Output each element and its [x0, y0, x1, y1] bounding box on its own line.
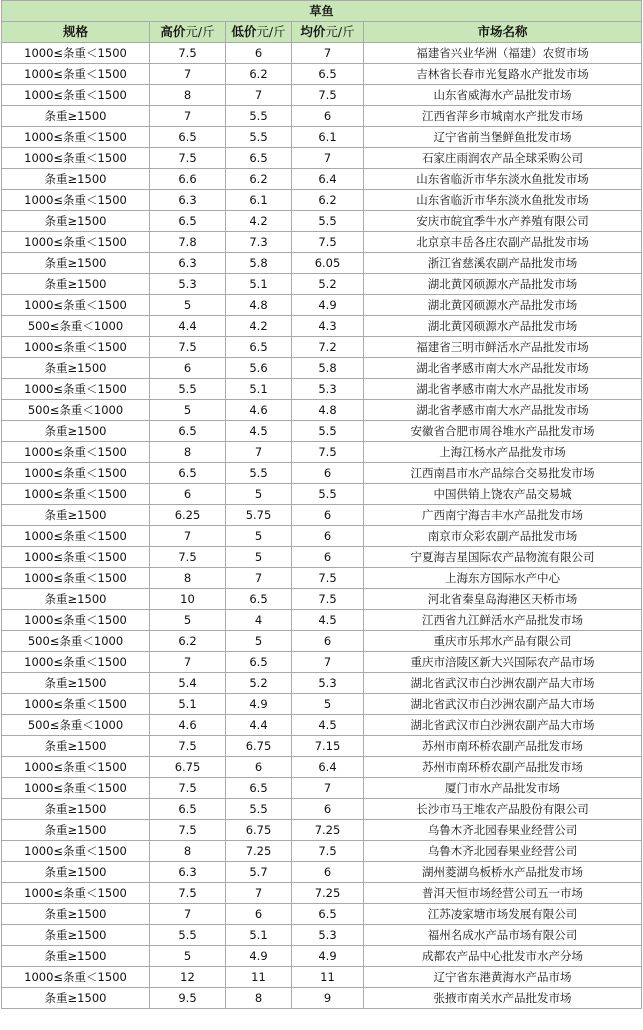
cell-low-price: 4.4 — [226, 715, 292, 736]
cell-spec: 1000≤条重＜1500 — [2, 442, 150, 463]
cell-market: 吉林省长春市光复路水产批发市场 — [364, 64, 642, 85]
table-row — [2, 841, 642, 862]
cell-low-price: 8 — [226, 988, 292, 1009]
cell-spec: 1000≤条重＜1500 — [2, 883, 150, 904]
cell-spec: 1000≤条重＜1500 — [2, 127, 150, 148]
cell-market: 南京市众彩农副产品批发市场 — [364, 526, 642, 547]
cell-avg-price: 6 — [292, 631, 364, 652]
cell-high-price: 6.25 — [150, 505, 226, 526]
table-header-row — [2, 22, 642, 43]
cell-high-price: 6.5 — [150, 463, 226, 484]
cell-spec: 条重≥1500 — [2, 505, 150, 526]
table-row — [2, 421, 642, 442]
cell-low-price: 5.75 — [226, 505, 292, 526]
cell-avg-price: 7 — [292, 43, 364, 64]
cell-high-price: 6.3 — [150, 190, 226, 211]
cell-high-price: 5.3 — [150, 274, 226, 295]
cell-avg-price: 4.5 — [292, 715, 364, 736]
cell-market: 北京京丰岳各庄农副产品批发市场 — [364, 232, 642, 253]
cell-low-price: 5.5 — [226, 463, 292, 484]
cell-spec: 1000≤条重＜1500 — [2, 694, 150, 715]
cell-high-price: 6.5 — [150, 799, 226, 820]
cell-market: 厦门市水产品批发市场 — [364, 778, 642, 799]
cell-spec: 条重≥1500 — [2, 946, 150, 967]
cell-spec: 1000≤条重＜1500 — [2, 568, 150, 589]
cell-low-price: 7 — [226, 883, 292, 904]
cell-avg-price: 11 — [292, 967, 364, 988]
cell-market: 中国供销上饶农产品交易城 — [364, 484, 642, 505]
cell-spec: 1000≤条重＜1500 — [2, 295, 150, 316]
table-row — [2, 190, 642, 211]
table-row — [2, 778, 642, 799]
cell-avg-price: 6.5 — [292, 904, 364, 925]
cell-spec: 500≤条重＜1000 — [2, 715, 150, 736]
cell-avg-price: 6.4 — [292, 169, 364, 190]
table-row — [2, 43, 642, 64]
cell-high-price: 7.5 — [150, 547, 226, 568]
cell-avg-price: 6 — [292, 463, 364, 484]
cell-high-price: 7 — [150, 652, 226, 673]
cell-spec: 1000≤条重＜1500 — [2, 64, 150, 85]
cell-avg-price: 6 — [292, 799, 364, 820]
cell-market: 江西南昌市水产品综合交易批发市场 — [364, 463, 642, 484]
header-high-label: 高价 — [160, 24, 186, 39]
table-row — [2, 379, 642, 400]
cell-market: 石家庄雨润农产品全球采购公司 — [364, 148, 642, 169]
cell-spec: 1000≤条重＜1500 — [2, 148, 150, 169]
cell-market: 湖北黄冈硕源水产品批发市场 — [364, 316, 642, 337]
cell-low-price: 5.1 — [226, 274, 292, 295]
cell-high-price: 5.1 — [150, 694, 226, 715]
cell-spec: 条重≥1500 — [2, 673, 150, 694]
cell-spec: 1000≤条重＜1500 — [2, 379, 150, 400]
table-row — [2, 946, 642, 967]
cell-high-price: 4.6 — [150, 715, 226, 736]
cell-avg-price: 7.25 — [292, 820, 364, 841]
cell-avg-price: 5.5 — [292, 211, 364, 232]
cell-high-price: 6.5 — [150, 421, 226, 442]
cell-market: 宁夏海吉星国际农产品物流有限公司 — [364, 547, 642, 568]
cell-low-price: 4 — [226, 610, 292, 631]
table-row — [2, 211, 642, 232]
table-row — [2, 64, 642, 85]
table-row — [2, 106, 642, 127]
cell-market: 山东省临沂市华东淡水鱼批发市场 — [364, 169, 642, 190]
table-row — [2, 694, 642, 715]
cell-avg-price: 6.1 — [292, 127, 364, 148]
cell-high-price: 9.5 — [150, 988, 226, 1009]
cell-spec: 1000≤条重＜1500 — [2, 463, 150, 484]
cell-avg-price: 7.5 — [292, 85, 364, 106]
cell-low-price: 5 — [226, 547, 292, 568]
cell-low-price: 7 — [226, 442, 292, 463]
cell-spec: 条重≥1500 — [2, 421, 150, 442]
cell-low-price: 6 — [226, 43, 292, 64]
cell-high-price: 10 — [150, 589, 226, 610]
table-row — [2, 484, 642, 505]
cell-spec: 条重≥1500 — [2, 925, 150, 946]
table-row — [2, 610, 642, 631]
cell-high-price: 6.2 — [150, 631, 226, 652]
cell-high-price: 6.75 — [150, 757, 226, 778]
table-row — [2, 631, 642, 652]
cell-market: 辽宁省东港黄海水产品市场 — [364, 967, 642, 988]
table-title-row — [2, 1, 642, 22]
cell-low-price: 6.5 — [226, 148, 292, 169]
cell-spec: 1000≤条重＜1500 — [2, 85, 150, 106]
cell-low-price: 6 — [226, 757, 292, 778]
cell-high-price: 5.5 — [150, 925, 226, 946]
table-row — [2, 757, 642, 778]
price-table — [1, 0, 642, 1009]
cell-market: 辽宁省前当堡鲜鱼批发市场 — [364, 127, 642, 148]
cell-low-price: 5 — [226, 526, 292, 547]
table-row — [2, 715, 642, 736]
cell-spec: 1000≤条重＜1500 — [2, 526, 150, 547]
cell-low-price: 7.3 — [226, 232, 292, 253]
cell-high-price: 6.3 — [150, 862, 226, 883]
cell-high-price: 6 — [150, 358, 226, 379]
cell-spec: 条重≥1500 — [2, 799, 150, 820]
cell-low-price: 6.2 — [226, 169, 292, 190]
cell-high-price: 8 — [150, 568, 226, 589]
cell-low-price: 4.6 — [226, 400, 292, 421]
cell-market: 湖州菱湖乌板桥水产品批发市场 — [364, 862, 642, 883]
table-row — [2, 85, 642, 106]
cell-high-price: 8 — [150, 841, 226, 862]
cell-avg-price: 7 — [292, 652, 364, 673]
cell-avg-price: 6 — [292, 547, 364, 568]
cell-spec: 1000≤条重＜1500 — [2, 757, 150, 778]
table-row — [2, 736, 642, 757]
cell-high-price: 5.4 — [150, 673, 226, 694]
cell-market: 乌鲁木齐北园春果业经营公司 — [364, 820, 642, 841]
cell-low-price: 7 — [226, 568, 292, 589]
table-row — [2, 337, 642, 358]
cell-low-price: 6.75 — [226, 820, 292, 841]
cell-avg-price: 6 — [292, 862, 364, 883]
table-row — [2, 505, 642, 526]
header-high-unit: 元/斤 — [185, 24, 215, 39]
cell-avg-price: 7 — [292, 148, 364, 169]
table-row — [2, 232, 642, 253]
table-row — [2, 463, 642, 484]
cell-market: 湖北省孝感市南大水产品批发市场 — [364, 379, 642, 400]
cell-low-price: 4.5 — [226, 421, 292, 442]
table-row — [2, 652, 642, 673]
cell-market: 湖北省武汉市白沙洲农副产品大市场 — [364, 715, 642, 736]
cell-avg-price: 4.9 — [292, 295, 364, 316]
cell-high-price: 7.5 — [150, 337, 226, 358]
header-avg-price — [292, 22, 364, 43]
cell-high-price: 7.5 — [150, 736, 226, 757]
cell-low-price: 4.2 — [226, 316, 292, 337]
cell-low-price: 5.5 — [226, 799, 292, 820]
cell-low-price: 4.8 — [226, 295, 292, 316]
table-row — [2, 673, 642, 694]
cell-avg-price: 6.4 — [292, 757, 364, 778]
cell-spec: 500≤条重＜1000 — [2, 316, 150, 337]
cell-avg-price: 6.2 — [292, 190, 364, 211]
table-row — [2, 358, 642, 379]
cell-avg-price: 7.25 — [292, 883, 364, 904]
cell-spec: 1000≤条重＜1500 — [2, 610, 150, 631]
cell-avg-price: 6.5 — [292, 64, 364, 85]
cell-high-price: 6.5 — [150, 211, 226, 232]
cell-avg-price: 6 — [292, 106, 364, 127]
cell-spec: 1000≤条重＜1500 — [2, 232, 150, 253]
cell-market: 重庆市涪陵区新大兴国际农产品市场 — [364, 652, 642, 673]
cell-high-price: 8 — [150, 442, 226, 463]
cell-avg-price: 5.8 — [292, 358, 364, 379]
cell-market: 湖北黄冈硕源水产品批发市场 — [364, 274, 642, 295]
cell-market: 湖北省孝感市南大水产品批发市场 — [364, 358, 642, 379]
cell-market: 湖北省武汉市白沙洲农副产品大市场 — [364, 673, 642, 694]
cell-spec: 条重≥1500 — [2, 169, 150, 190]
header-avg-unit: 元/斤 — [325, 24, 355, 39]
cell-avg-price: 4.9 — [292, 946, 364, 967]
cell-spec: 条重≥1500 — [2, 274, 150, 295]
cell-avg-price: 5.3 — [292, 379, 364, 400]
cell-high-price: 7.5 — [150, 43, 226, 64]
cell-spec: 条重≥1500 — [2, 211, 150, 232]
cell-low-price: 5.1 — [226, 379, 292, 400]
cell-high-price: 7.5 — [150, 778, 226, 799]
cell-low-price: 5.7 — [226, 862, 292, 883]
cell-spec: 条重≥1500 — [2, 862, 150, 883]
cell-low-price: 7 — [226, 85, 292, 106]
table-row — [2, 169, 642, 190]
cell-market: 湖北省武汉市白沙洲农副产品大市场 — [364, 694, 642, 715]
cell-high-price: 7 — [150, 526, 226, 547]
table-row — [2, 148, 642, 169]
table-row — [2, 127, 642, 148]
cell-market: 张掖市南关水产品批发市场 — [364, 988, 642, 1009]
cell-market: 成都农产品中心批发市水产分场 — [364, 946, 642, 967]
cell-low-price: 4.2 — [226, 211, 292, 232]
cell-low-price: 5.1 — [226, 925, 292, 946]
cell-spec: 条重≥1500 — [2, 820, 150, 841]
cell-avg-price: 7.5 — [292, 232, 364, 253]
cell-low-price: 4.9 — [226, 946, 292, 967]
cell-low-price: 4.9 — [226, 694, 292, 715]
cell-low-price: 7.25 — [226, 841, 292, 862]
header-high-price — [150, 22, 226, 43]
header-spec: 规格 — [2, 22, 150, 43]
cell-low-price: 5.5 — [226, 106, 292, 127]
cell-spec: 1000≤条重＜1500 — [2, 967, 150, 988]
cell-spec: 条重≥1500 — [2, 988, 150, 1009]
cell-spec: 1000≤条重＜1500 — [2, 484, 150, 505]
cell-low-price: 6.5 — [226, 778, 292, 799]
cell-market: 福建省兴业华洲（福建）农贸市场 — [364, 43, 642, 64]
table-row — [2, 883, 642, 904]
cell-market: 江西省萍乡市城南水产批发市场 — [364, 106, 642, 127]
header-low-price — [226, 22, 292, 43]
cell-high-price: 6.3 — [150, 253, 226, 274]
cell-market: 安徽省合肥市周谷堆水产品批发市场 — [364, 421, 642, 442]
cell-low-price: 6.1 — [226, 190, 292, 211]
cell-market: 江西省九江鲜活水产品批发市场 — [364, 610, 642, 631]
table-row — [2, 967, 642, 988]
header-low-label: 低价 — [231, 24, 257, 39]
cell-high-price: 6.6 — [150, 169, 226, 190]
cell-avg-price: 9 — [292, 988, 364, 1009]
table-row — [2, 589, 642, 610]
cell-market: 普洱天恒市场经营公司五一市场 — [364, 883, 642, 904]
cell-low-price: 5 — [226, 631, 292, 652]
cell-avg-price: 5.3 — [292, 925, 364, 946]
header-low-unit: 元/斤 — [256, 24, 286, 39]
cell-spec: 1000≤条重＜1500 — [2, 337, 150, 358]
cell-low-price: 11 — [226, 967, 292, 988]
table-row — [2, 820, 642, 841]
cell-low-price: 5.6 — [226, 358, 292, 379]
table-row — [2, 862, 642, 883]
cell-high-price: 7 — [150, 64, 226, 85]
cell-high-price: 5 — [150, 610, 226, 631]
cell-market: 广西南宁海吉丰水产品批发市场 — [364, 505, 642, 526]
cell-spec: 1000≤条重＜1500 — [2, 778, 150, 799]
cell-market: 乌鲁木齐北园春果业经营公司 — [364, 841, 642, 862]
table-row — [2, 547, 642, 568]
cell-spec: 条重≥1500 — [2, 106, 150, 127]
cell-avg-price: 7.2 — [292, 337, 364, 358]
table-row — [2, 442, 642, 463]
cell-high-price: 7 — [150, 106, 226, 127]
cell-market: 上海东方国际水产中心 — [364, 568, 642, 589]
cell-avg-price: 7 — [292, 778, 364, 799]
table-title: 草鱼 — [2, 1, 642, 22]
cell-avg-price: 7.5 — [292, 442, 364, 463]
cell-high-price: 8 — [150, 85, 226, 106]
cell-spec: 1000≤条重＜1500 — [2, 841, 150, 862]
cell-avg-price: 4.5 — [292, 610, 364, 631]
cell-avg-price: 5.5 — [292, 484, 364, 505]
cell-low-price: 6.5 — [226, 652, 292, 673]
cell-market: 湖北省孝感市南大水产品批发市场 — [364, 400, 642, 421]
cell-market: 上海江杨水产品批发市场 — [364, 442, 642, 463]
cell-low-price: 6.2 — [226, 64, 292, 85]
cell-market: 山东省威海水产品批发市场 — [364, 85, 642, 106]
cell-low-price: 5.5 — [226, 127, 292, 148]
table-row — [2, 400, 642, 421]
cell-spec: 条重≥1500 — [2, 589, 150, 610]
table-row — [2, 295, 642, 316]
cell-market: 长沙市马王堆农产品股份有限公司 — [364, 799, 642, 820]
cell-market: 安庆市皖宜季牛水产养殖有限公司 — [364, 211, 642, 232]
cell-avg-price: 7.15 — [292, 736, 364, 757]
cell-market: 苏州市南环桥农副产品批发市场 — [364, 757, 642, 778]
table-body — [2, 43, 642, 1009]
cell-spec: 1000≤条重＜1500 — [2, 652, 150, 673]
cell-high-price: 6.5 — [150, 127, 226, 148]
cell-avg-price: 5.2 — [292, 274, 364, 295]
cell-avg-price: 5.3 — [292, 673, 364, 694]
table-row — [2, 316, 642, 337]
cell-market: 河北省秦皇岛海港区天桥市场 — [364, 589, 642, 610]
cell-spec: 条重≥1500 — [2, 253, 150, 274]
cell-market: 重庆市乐邦水产品有限公司 — [364, 631, 642, 652]
cell-market: 江苏凌家塘市场发展有限公司 — [364, 904, 642, 925]
table-row — [2, 988, 642, 1009]
cell-spec: 1000≤条重＜1500 — [2, 43, 150, 64]
cell-avg-price: 7.5 — [292, 841, 364, 862]
cell-high-price: 12 — [150, 967, 226, 988]
header-market: 市场名称 — [364, 22, 642, 43]
cell-high-price: 7.8 — [150, 232, 226, 253]
cell-high-price: 7.5 — [150, 883, 226, 904]
cell-spec: 1000≤条重＜1500 — [2, 547, 150, 568]
table-row — [2, 274, 642, 295]
cell-market: 浙江省慈溪农副产品批发市场 — [364, 253, 642, 274]
cell-high-price: 6 — [150, 484, 226, 505]
cell-market: 福州名成水产品市场有限公司 — [364, 925, 642, 946]
cell-spec: 条重≥1500 — [2, 736, 150, 757]
cell-low-price: 6.5 — [226, 589, 292, 610]
cell-spec: 条重≥1500 — [2, 904, 150, 925]
cell-high-price: 5 — [150, 946, 226, 967]
cell-spec: 条重≥1500 — [2, 358, 150, 379]
cell-spec: 1000≤条重＜1500 — [2, 190, 150, 211]
cell-avg-price: 6 — [292, 505, 364, 526]
table-row — [2, 925, 642, 946]
cell-low-price: 6 — [226, 904, 292, 925]
cell-market: 苏州市南环桥农副产品批发市场 — [364, 736, 642, 757]
cell-market: 福建省三明市鲜活水产品批发市场 — [364, 337, 642, 358]
cell-avg-price: 7.5 — [292, 568, 364, 589]
table-row — [2, 253, 642, 274]
table-row — [2, 799, 642, 820]
cell-avg-price: 7.5 — [292, 589, 364, 610]
cell-high-price: 4.4 — [150, 316, 226, 337]
cell-avg-price: 4.3 — [292, 316, 364, 337]
table-row — [2, 526, 642, 547]
cell-spec: 500≤条重＜1000 — [2, 631, 150, 652]
table-row — [2, 568, 642, 589]
cell-market: 湖北黄冈硕源水产品批发市场 — [364, 295, 642, 316]
cell-avg-price: 6 — [292, 526, 364, 547]
cell-high-price: 5.5 — [150, 379, 226, 400]
cell-spec: 500≤条重＜1000 — [2, 400, 150, 421]
cell-low-price: 5 — [226, 484, 292, 505]
cell-market: 山东省临沂市华东淡水鱼批发市场 — [364, 190, 642, 211]
cell-avg-price: 4.8 — [292, 400, 364, 421]
cell-high-price: 5 — [150, 400, 226, 421]
cell-low-price: 5.8 — [226, 253, 292, 274]
cell-high-price: 7.5 — [150, 820, 226, 841]
cell-high-price: 7 — [150, 904, 226, 925]
cell-high-price: 7.5 — [150, 148, 226, 169]
table-row — [2, 904, 642, 925]
header-avg-label: 均价 — [300, 24, 326, 39]
cell-low-price: 6.5 — [226, 337, 292, 358]
cell-avg-price: 5 — [292, 694, 364, 715]
cell-low-price: 6.75 — [226, 736, 292, 757]
cell-low-price: 5.2 — [226, 673, 292, 694]
cell-avg-price: 5.5 — [292, 421, 364, 442]
cell-avg-price: 6.05 — [292, 253, 364, 274]
cell-high-price: 5 — [150, 295, 226, 316]
